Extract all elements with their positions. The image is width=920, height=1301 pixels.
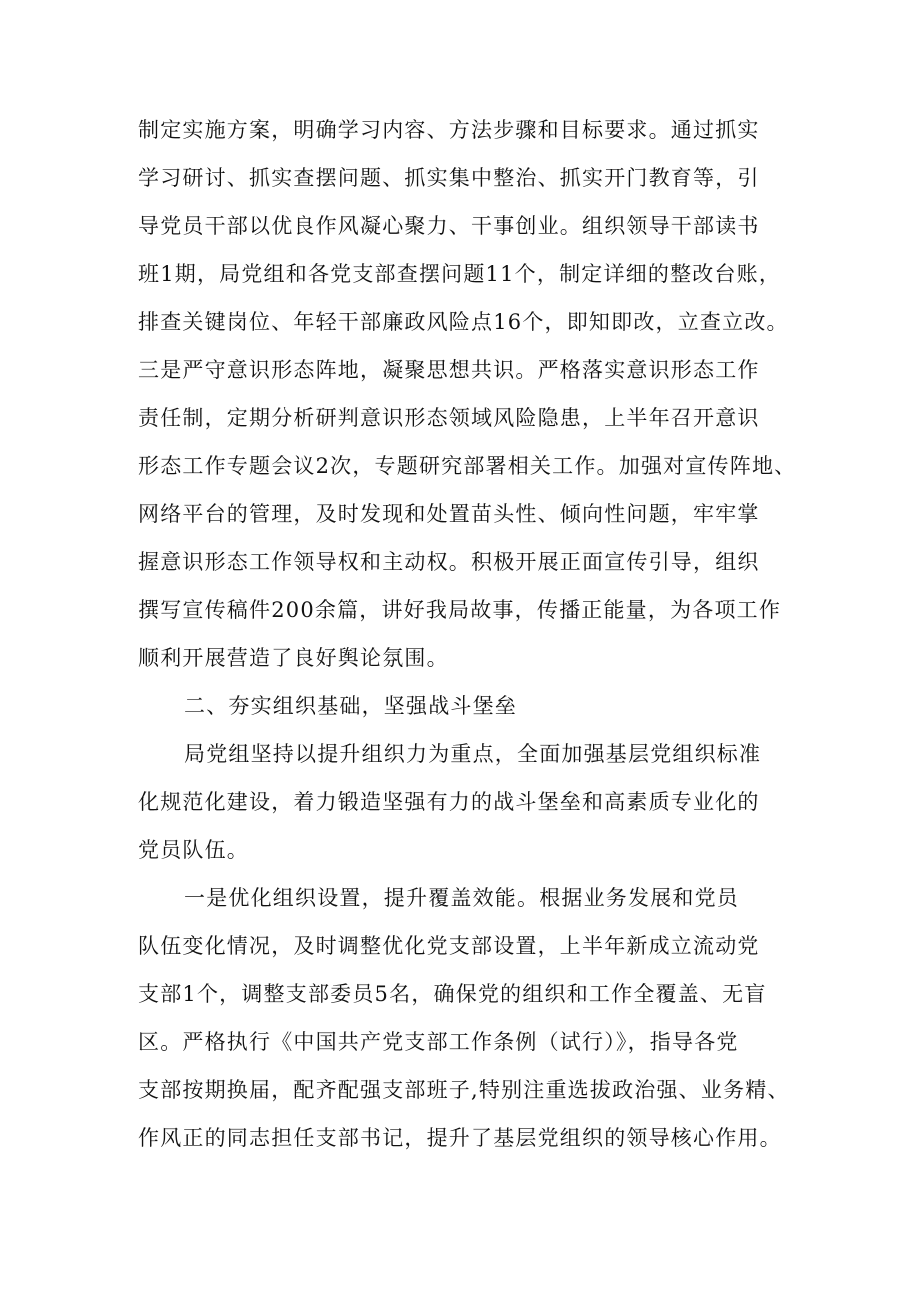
text-line: 排查关键岗位、年轻干部廉政风险点16个，即知即改，立查立改。 <box>138 310 789 334</box>
text-line: 制定实施方案，明确学习内容、方法步骤和目标要求。通过抓实 <box>138 118 760 142</box>
text-line: 导党员干部以优良作风凝心聚力、干事创业。组织领导干部读书 <box>138 214 760 238</box>
text-line: 支部按期换届，配齐配强支部班子,特别注重选拔政治强、业务精、 <box>138 1078 790 1102</box>
text-line: 顺利开展营造了良好舆论氛围。 <box>138 646 449 670</box>
text-line: 支部1个，调整支部委员5名，确保党的组织和工作全覆盖、无盲 <box>138 982 767 1006</box>
text-line: 握意识形态工作领导权和主动权。积极开展正面宣传引导，组织 <box>138 550 760 574</box>
document-body <box>138 106 798 1162</box>
text-line: 化规范化建设，着力锻造坚强有力的战斗堡垒和高素质专业化的 <box>138 790 760 814</box>
text-line: 党员队伍。 <box>138 838 249 862</box>
text-line: 二、夯实组织基础，坚强战斗堡垒 <box>184 694 517 718</box>
text-line: 局党组坚持以提升组织力为重点，全面加强基层党组织标准 <box>184 742 762 766</box>
text-line: 形态工作专题会议2次，专题研究部署相关工作。加强对宣传阵地、 <box>138 454 797 478</box>
text-line: 一是优化组织设置，提升覆盖效能。根据业务发展和党员 <box>184 886 739 910</box>
text-line: 班1期，局党组和各党支部查摆问题11个，制定详细的整改台账， <box>138 262 782 286</box>
text-line: 三是严守意识形态阵地，凝聚思想共识。严格落实意识形态工作 <box>138 358 760 382</box>
text-line: 责任制，定期分析研判意识形态领域风险隐患，上半年召开意识 <box>138 406 760 430</box>
text-line: 网络平台的管理，及时发现和处置苗头性、倾向性问题，牢牢掌 <box>138 502 760 526</box>
text-line: 区。严格执行《中国共产党支部工作条例（试行）》，指导各党 <box>138 1030 739 1054</box>
text-line: 作风正的同志担任支部书记，提升了基层党组织的领导核心作用。 <box>138 1126 782 1150</box>
text-line: 队伍变化情况，及时调整优化党支部设置，上半年新成立流动党 <box>138 934 760 958</box>
text-line: 学习研讨、抓实查摆问题、抓实集中整治、抓实开门教育等，引 <box>138 166 760 190</box>
text-line: 撰写宣传稿件200余篇，讲好我局故事，传播正能量，为各项工作 <box>138 598 782 622</box>
